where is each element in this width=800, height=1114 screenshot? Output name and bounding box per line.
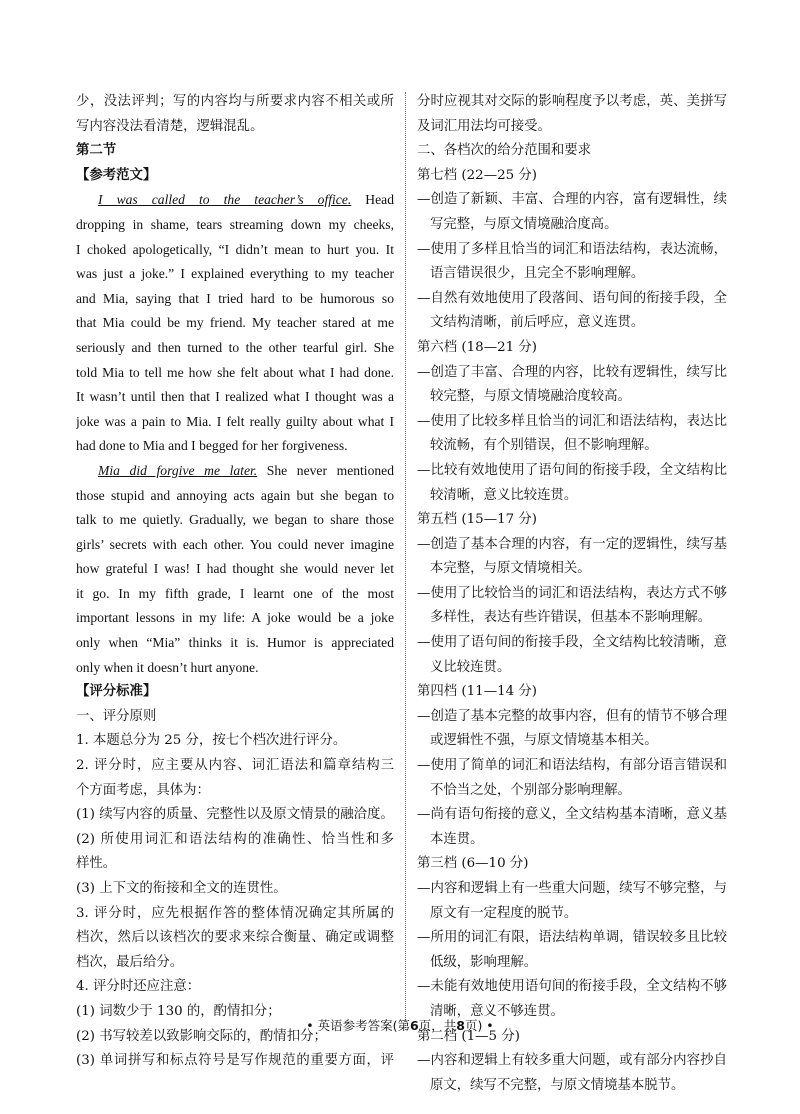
text-line: 2. 评分时，应主要从内容、词汇语法和篇章结构三	[76, 758, 394, 774]
text-line: —创造了基本完整的故事内容，但有的情节不够合理	[417, 708, 727, 724]
text-line: 第五档 (15—17 分)	[417, 512, 537, 528]
text-line: 二、各档次的给分范围和要求	[417, 143, 592, 159]
text-line: I choked apologetically, “I didn’t mean to hurt you. It	[76, 241, 394, 257]
text-line: it go. In my fifth grade, I learnt one of the most	[76, 585, 394, 601]
text-line: joke was a pain to Mia. I felt really guilty about what I	[76, 413, 394, 429]
text-line: 第三档 (6—10 分)	[417, 856, 529, 872]
text-line: 义比较连贯。	[430, 659, 511, 675]
footer-page-number: 6	[410, 1018, 419, 1033]
left-column	[76, 90, 394, 1074]
text-line: —使用了简单的词汇和语法结构，有部分语言错误和	[417, 758, 727, 774]
line-text: Head	[351, 192, 394, 208]
text-line: 较流畅，有个别错误，但不影响理解。	[430, 438, 658, 454]
text-line: 一、评分原则	[76, 708, 157, 724]
line-text: She never mentioned	[257, 462, 394, 478]
text-line: seriously and then turned to the other tearful girl. She	[76, 339, 394, 355]
text-line: told Mia to tell me how she felt about what I had done.	[76, 364, 394, 380]
text-line: 写内容没法看清楚，逻辑混乱。	[76, 118, 264, 134]
text-line: 【参考范文】	[76, 167, 157, 183]
text-line: how grateful I was! I had thought she would never let	[76, 561, 394, 577]
text-line: —使用了语句间的衔接手段，全文结构比较清晰，意	[417, 635, 727, 651]
text-line: (2) 书写较差以致影响交际的，酌情扣分；	[76, 1028, 327, 1044]
text-line: 或逻辑性不强，与原文情境基本相关。	[430, 733, 658, 749]
text-line: (3) 单词拼写和标点符号是写作规范的重要方面，评	[76, 1053, 394, 1069]
text-line: 少，没法评判；写的内容均与所要求内容不相关或所	[76, 94, 394, 109]
text-line: 原文，续写不完整，与原文情境基本脱节。	[430, 1077, 685, 1093]
text-line: dropping in shame, tears streaming down my cheeks,	[76, 216, 394, 232]
text-line: only when “Mia” thinks it is. Humor is appreciated	[76, 635, 394, 651]
text-line: 第七档 (22—25 分)	[417, 167, 537, 183]
text-line: (3) 上下文的衔接和全文的连贯性。	[76, 881, 287, 896]
text-line: 4. 评分时还应注意：	[76, 979, 201, 995]
text-line	[76, 188, 394, 213]
text-line: —创造了丰富、合理的内容，比较有逻辑性，续写比	[417, 364, 727, 380]
footer-total-pages: 8	[456, 1018, 465, 1033]
text-line: girls’ secrets with each other. You could never imagine	[76, 536, 394, 552]
text-line: 档次，然后以该档次的要求来综合衡量、确定或调整	[76, 930, 394, 946]
text-line: 档次，最后给分。	[76, 954, 184, 970]
text-line: —使用了比较恰当的词汇和语法结构，表达方式不够	[417, 585, 727, 601]
text-line: had done to Mia and I begged for her forgiveness.	[76, 438, 348, 454]
text-line: —内容和逻辑上有一些重大问题，续写不够完整，与	[417, 881, 727, 896]
text-line: 3. 评分时，应先根据作答的整体情况确定其所属的	[76, 905, 394, 921]
text-line: that Mia could be my friend. My teacher stared at me	[76, 315, 394, 331]
text-line: only when it doesn’t hurt anyone.	[76, 659, 259, 675]
text-line: —尚有语句衔接的意义，全文结构基本清晰，意义基	[417, 807, 727, 823]
column-divider	[405, 92, 406, 1030]
text-line: —创造了基本合理的内容，有一定的逻辑性，续写基	[417, 536, 727, 552]
text-line: 低级，影响理解。	[430, 954, 538, 970]
text-line: —未能有效地使用语句间的衔接手段，全文结构不够	[417, 979, 727, 995]
right-column	[417, 90, 727, 1098]
essay-paragraph-opener: Mia did forgive me later.	[98, 462, 258, 478]
text-line: —使用了比较多样且恰当的词汇和语法结构，表达比	[417, 413, 727, 429]
text-line: those stupid and annoying acts again but she began to	[76, 487, 394, 503]
text-line: 本连贯。	[430, 831, 484, 847]
text-line: —所用的词汇有限，语法结构单调，错误较多且比较	[417, 930, 727, 946]
text-line: 第六档 (18—21 分)	[417, 339, 537, 355]
text-line: 本完整，与原文情境相关。	[430, 561, 591, 577]
text-line: and Mia, saying that I tried hard to be humorous so	[76, 290, 394, 306]
text-line: It wasn’t until then that I realized what I thought was a	[76, 389, 394, 405]
text-line	[76, 459, 394, 484]
text-line: —内容和逻辑上有较多重大问题，或有部分内容抄自	[417, 1053, 727, 1069]
footer-prefix: • 英语参考答案(第	[306, 1018, 411, 1033]
text-line: —自然有效地使用了段落间、语句间的衔接手段，全	[417, 290, 727, 306]
text-line: 个方面考虑，具体为：	[76, 782, 210, 798]
text-line: 较清晰，意义比较连贯。	[430, 487, 578, 503]
text-line: 较完整，与原文情境融洽度较高。	[430, 389, 631, 405]
text-line: 第四档 (11—14 分)	[417, 684, 537, 700]
text-line: —创造了新颖、丰富、合理的内容，富有逻辑性，续	[417, 192, 727, 208]
text-line: (1) 词数少于 130 的，酌情扣分；	[76, 1003, 281, 1019]
text-line: 第二档 (1—5 分)	[417, 1028, 520, 1044]
text-line: —使用了多样且恰当的词汇和语法结构，表达流畅，	[417, 241, 727, 257]
text-line: 样性。	[76, 856, 117, 872]
text-line: 第二节	[76, 143, 117, 159]
text-line: 文结构清晰，前后呼应，意义连贯。	[430, 315, 645, 331]
text-line: 原文有一定程度的脱节。	[430, 905, 578, 921]
text-line: —比较有效地使用了语句间的衔接手段，全文结构比	[417, 462, 727, 478]
text-line: was just a joke.” I explained everything to my teacher	[76, 266, 394, 282]
text-line: important lessons in my life: A joke would be a joke	[76, 610, 394, 626]
text-line: 及词汇用法均可接受。	[417, 118, 551, 134]
text-line: 清晰，意义不够连贯。	[430, 1003, 564, 1019]
text-line: 写完整，与原文情境融洽度高。	[430, 216, 618, 232]
text-line: 语言错误很少，且完全不影响理解。	[430, 266, 645, 282]
text-line: 【评分标准】	[76, 684, 157, 700]
text-line: 分时应视其对交际的影响程度予以考虑，英、美拼写	[417, 94, 727, 109]
text-line: (2) 所使用词汇和语法结构的准确性、恰当性和多	[76, 831, 394, 847]
page-footer	[0, 1016, 800, 1034]
text-line: talk to me quietly. Gradually, we began to share those	[76, 512, 394, 528]
footer-suffix: 页) •	[464, 1018, 494, 1033]
text-line: 1. 本题总分为 25 分，按七个档次进行评分。	[76, 733, 347, 749]
text-line: (1) 续写内容的质量、完整性以及原文情景的融洽度。	[76, 807, 394, 823]
text-line: 多样性，表达有些许错误，但基本不影响理解。	[430, 610, 712, 626]
text-line: 不恰当之处，个别部分影响理解。	[430, 782, 631, 798]
footer-middle: 页，共	[418, 1018, 457, 1033]
essay-paragraph-opener: I was called to the teacher’s office.	[98, 192, 352, 208]
